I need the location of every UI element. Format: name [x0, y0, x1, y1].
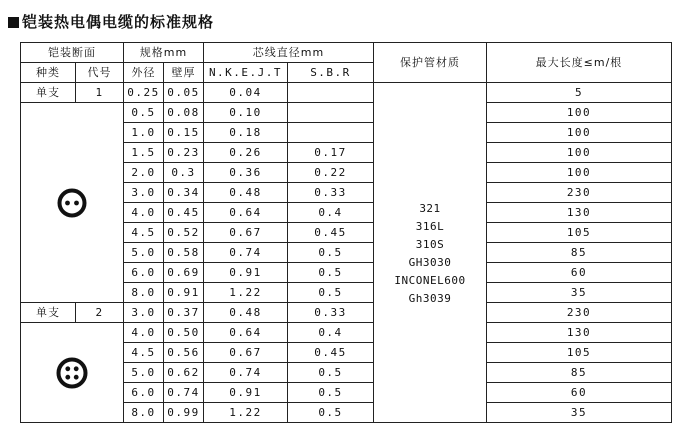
max-length-cell: 100	[487, 163, 672, 183]
material-item: 316L	[415, 219, 445, 233]
core-nkejt-cell: 0.36	[204, 163, 288, 183]
material-item: Gh3039	[408, 291, 452, 305]
core-sbr-cell: 0.33	[288, 303, 374, 323]
header-wall-thickness: 壁厚	[164, 63, 204, 83]
max-length-cell: 85	[487, 243, 672, 263]
header-outer-diameter: 外径	[124, 63, 164, 83]
outer-diameter-cell: 8.0	[124, 283, 164, 303]
max-length-cell: 85	[487, 363, 672, 383]
core-nkejt-cell: 0.67	[204, 343, 288, 363]
wall-thickness-cell: 0.05	[164, 83, 204, 103]
two-core-cross-section-icon	[57, 188, 87, 218]
code-cell: 1	[76, 83, 124, 103]
core-nkejt-cell: 0.26	[204, 143, 288, 163]
wall-thickness-cell: 0.69	[164, 263, 204, 283]
wall-thickness-cell: 0.3	[164, 163, 204, 183]
core-nkejt-cell: 0.91	[204, 263, 288, 283]
outer-diameter-cell: 6.0	[124, 263, 164, 283]
wall-thickness-cell: 0.45	[164, 203, 204, 223]
max-length-cell: 5	[487, 83, 672, 103]
wall-thickness-cell: 0.08	[164, 103, 204, 123]
wall-thickness-cell: 0.52	[164, 223, 204, 243]
outer-diameter-cell: 4.5	[124, 223, 164, 243]
max-length-cell: 35	[487, 403, 672, 423]
material-item: 310S	[415, 237, 445, 251]
page-title	[8, 12, 214, 32]
core-sbr-cell: 0.45	[288, 343, 374, 363]
header-row-1	[21, 43, 672, 63]
spec-table	[20, 42, 672, 423]
material-item: 321	[419, 201, 441, 215]
outer-diameter-cell: 4.5	[124, 343, 164, 363]
max-length-cell: 100	[487, 123, 672, 143]
header-sbr: S.B.R	[288, 63, 374, 83]
four-core-section-cell	[21, 323, 124, 423]
outer-diameter-cell: 0.5	[124, 103, 164, 123]
core-sbr-cell: 0.4	[288, 323, 374, 343]
max-length-cell: 105	[487, 343, 672, 363]
core-nkejt-cell: 1.22	[204, 403, 288, 423]
core-sbr-cell	[288, 123, 374, 143]
core-sbr-cell: 0.5	[288, 263, 374, 283]
wall-thickness-cell: 0.74	[164, 383, 204, 403]
core-nkejt-cell: 1.22	[204, 283, 288, 303]
outer-diameter-cell: 5.0	[124, 243, 164, 263]
core-nkejt-cell: 0.04	[204, 83, 288, 103]
sheath-material-cell	[374, 83, 487, 423]
core-nkejt-cell: 0.64	[204, 203, 288, 223]
max-length-cell: 60	[487, 383, 672, 403]
core-nkejt-cell: 0.74	[204, 363, 288, 383]
wall-thickness-cell: 0.91	[164, 283, 204, 303]
outer-diameter-cell: 4.0	[124, 203, 164, 223]
wall-thickness-cell: 0.58	[164, 243, 204, 263]
max-length-cell: 230	[487, 183, 672, 203]
type-cell: 单支	[21, 83, 76, 103]
material-item: GH3030	[408, 255, 452, 269]
core-sbr-cell: 0.33	[288, 183, 374, 203]
outer-diameter-cell: 1.5	[124, 143, 164, 163]
max-length-cell: 130	[487, 323, 672, 343]
max-length-cell: 105	[487, 223, 672, 243]
core-sbr-cell	[288, 83, 374, 103]
outer-diameter-cell: 2.0	[124, 163, 164, 183]
max-length-cell: 100	[487, 143, 672, 163]
page-title-text: 铠装热电偶电缆的标准规格	[22, 13, 215, 31]
four-core-cross-section-icon	[56, 357, 88, 389]
core-sbr-cell: 0.4	[288, 203, 374, 223]
header-core-diameter: 芯线直径mm	[204, 43, 374, 63]
material-item: INCONEL600	[394, 273, 466, 287]
table-row	[21, 323, 672, 343]
header-spec: 规格mm	[124, 43, 204, 63]
max-length-cell: 130	[487, 203, 672, 223]
square-bullet-icon	[8, 17, 19, 28]
wall-thickness-cell: 0.37	[164, 303, 204, 323]
wall-thickness-cell: 0.15	[164, 123, 204, 143]
core-sbr-cell: 0.5	[288, 403, 374, 423]
core-nkejt-cell: 0.48	[204, 303, 288, 323]
wall-thickness-cell: 0.50	[164, 323, 204, 343]
wall-thickness-cell: 0.62	[164, 363, 204, 383]
outer-diameter-cell: 6.0	[124, 383, 164, 403]
outer-diameter-cell: 3.0	[124, 183, 164, 203]
max-length-cell: 35	[487, 283, 672, 303]
core-sbr-cell: 0.22	[288, 163, 374, 183]
core-sbr-cell: 0.5	[288, 243, 374, 263]
header-type: 种类	[21, 63, 76, 83]
header-nkejt: N.K.E.J.T	[204, 63, 288, 83]
core-nkejt-cell: 0.18	[204, 123, 288, 143]
header-code: 代号	[76, 63, 124, 83]
table-row	[21, 303, 672, 323]
header-sheath-material: 保护管材质	[374, 43, 487, 83]
wall-thickness-cell: 0.56	[164, 343, 204, 363]
outer-diameter-cell: 5.0	[124, 363, 164, 383]
core-nkejt-cell: 0.48	[204, 183, 288, 203]
core-sbr-cell: 0.5	[288, 283, 374, 303]
header-armor-section: 铠装断面	[21, 43, 124, 63]
table-row	[21, 103, 672, 123]
outer-diameter-cell: 1.0	[124, 123, 164, 143]
core-sbr-cell: 0.45	[288, 223, 374, 243]
core-sbr-cell: 0.5	[288, 383, 374, 403]
outer-diameter-cell: 3.0	[124, 303, 164, 323]
outer-diameter-cell: 0.25	[124, 83, 164, 103]
core-sbr-cell: 0.17	[288, 143, 374, 163]
wall-thickness-cell: 0.34	[164, 183, 204, 203]
core-nkejt-cell: 0.74	[204, 243, 288, 263]
core-sbr-cell	[288, 103, 374, 123]
wall-thickness-cell: 0.99	[164, 403, 204, 423]
outer-diameter-cell: 8.0	[124, 403, 164, 423]
header-max-length: 最大长度≤m/根	[487, 43, 672, 83]
outer-diameter-cell: 4.0	[124, 323, 164, 343]
core-nkejt-cell: 0.67	[204, 223, 288, 243]
core-nkejt-cell: 0.10	[204, 103, 288, 123]
two-core-section-cell	[21, 103, 124, 303]
table-row	[21, 83, 672, 103]
core-sbr-cell: 0.5	[288, 363, 374, 383]
max-length-cell: 230	[487, 303, 672, 323]
max-length-cell: 100	[487, 103, 672, 123]
code-cell: 2	[76, 303, 124, 323]
core-nkejt-cell: 0.91	[204, 383, 288, 403]
core-nkejt-cell: 0.64	[204, 323, 288, 343]
max-length-cell: 60	[487, 263, 672, 283]
wall-thickness-cell: 0.23	[164, 143, 204, 163]
type-cell: 单支	[21, 303, 76, 323]
